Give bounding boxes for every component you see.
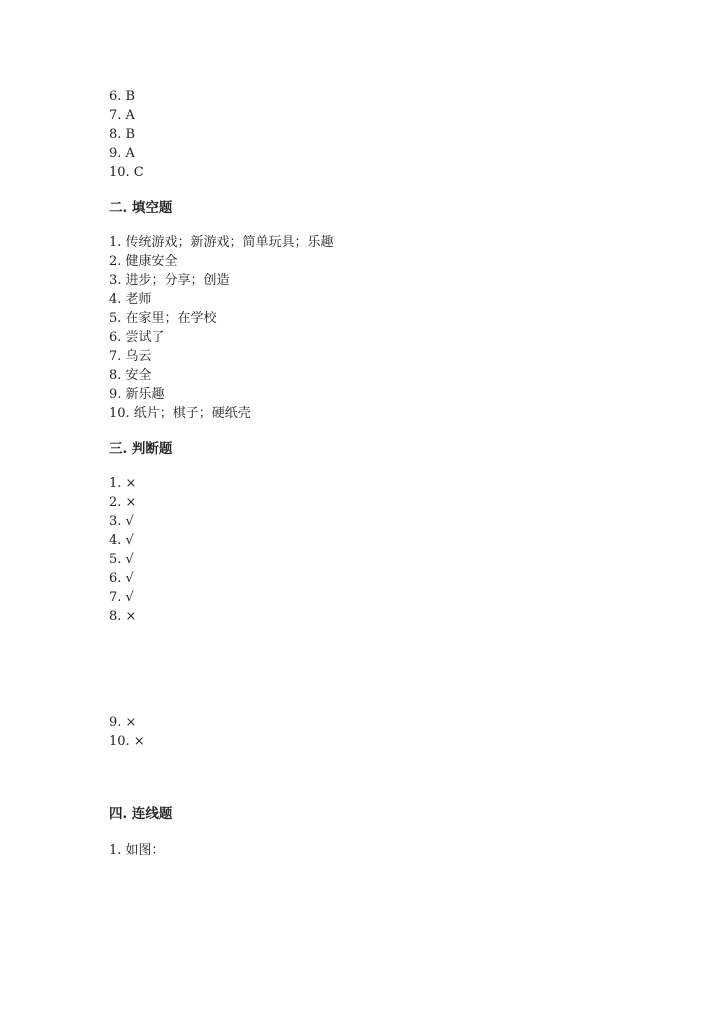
- fill-answer-4: 4. 老师: [109, 292, 152, 307]
- judge-answer-6: 6. √: [109, 571, 134, 586]
- fill-answer-8: 8. 安全: [109, 368, 152, 383]
- fill-answer-1: 1. 传统游戏；新游戏；简单玩具；乐趣: [109, 235, 334, 250]
- judge-answer-2: 2. ×: [109, 495, 137, 510]
- mc-answer-9: 9. A: [109, 146, 135, 161]
- judge-answer-10: 10. ×: [109, 734, 145, 749]
- fill-answer-7: 7. 乌云: [109, 349, 152, 364]
- mc-answer-7: 7. A: [109, 108, 135, 123]
- judge-answer-3: 3. √: [109, 514, 134, 529]
- judge-answer-5: 5. √: [109, 552, 134, 567]
- section-heading-fill-blank: 二. 填空题: [109, 200, 173, 216]
- judge-answer-1: 1. ×: [109, 476, 137, 491]
- fill-answer-9: 9. 新乐趣: [109, 387, 165, 402]
- judge-answer-8: 8. ×: [109, 609, 137, 624]
- fill-answer-3: 3. 进步；分享；创造: [109, 273, 230, 288]
- section-heading-matching: 四. 连线题: [109, 806, 173, 822]
- judge-answer-9: 9. ×: [109, 715, 137, 730]
- fill-answer-5: 5. 在家里；在学校: [109, 311, 217, 326]
- fill-answer-2: 2. 健康安全: [109, 254, 178, 269]
- match-answer-1: 1. 如图：: [109, 843, 165, 858]
- mc-answer-6: 6. B: [109, 89, 136, 104]
- fill-answer-6: 6. 尝试了: [109, 330, 165, 345]
- section-heading-judge: 三. 判断题: [109, 441, 173, 457]
- judge-answer-4: 4. √: [109, 533, 134, 548]
- judge-answer-7: 7. √: [109, 590, 134, 605]
- mc-answer-8: 8. B: [109, 127, 136, 142]
- mc-answer-10: 10. C: [109, 165, 144, 180]
- fill-answer-10: 10. 纸片；棋子；硬纸壳: [109, 406, 251, 421]
